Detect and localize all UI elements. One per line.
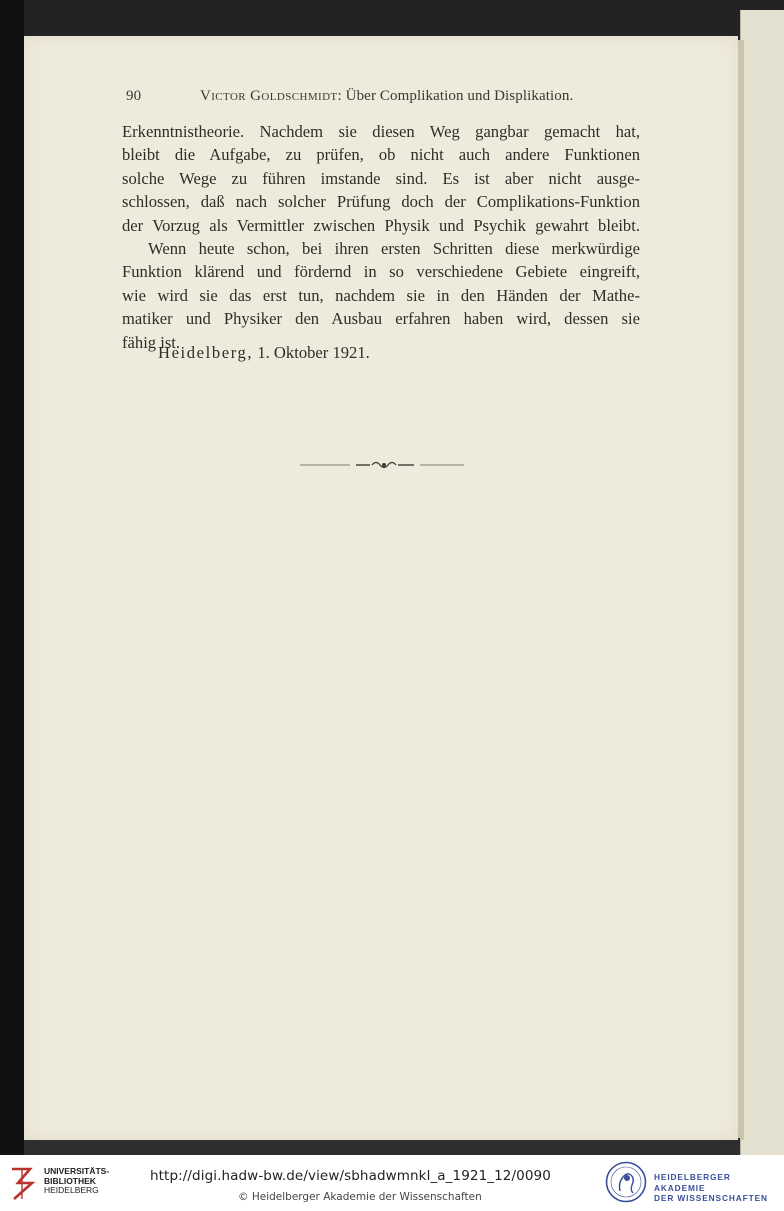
text-line: schlossen, daß nach solcher Prüfung doch der Complikations-Funktion xyxy=(122,192,640,212)
academy-name-line: HEIDELBERGER AKADEMIE xyxy=(654,1172,731,1193)
body-text xyxy=(122,120,640,354)
page-number: 90 xyxy=(126,88,142,104)
text-line: der Vorzug als Vermittler zwischen Physik und Psychik gewahrt bleibt. xyxy=(122,215,640,235)
library-name-line: UNIVERSITÄTS- xyxy=(44,1166,110,1176)
hadw-seal-icon xyxy=(605,1161,647,1203)
text-line: Erkenntnistheorie. Nachdem sie diesen Weg gangbar gemacht hat, xyxy=(122,122,640,141)
text-line: matiker und Physiker den Ausbau erfahren haben wird, dessen sie xyxy=(122,309,640,329)
text-line: bleibt die Aufgabe, zu prüfen, ob nicht auch andere Funktionen xyxy=(122,145,640,165)
library-name xyxy=(44,1167,109,1196)
ub-heidelberg-logo-icon xyxy=(8,1163,38,1203)
text-line: Funktion klärend und fördernd in so verschiedene Gebiete eingreift, xyxy=(122,262,640,282)
academy-name-line: DER WISSENSCHAFTEN xyxy=(654,1193,768,1203)
signature-date: 1. Oktober 1921. xyxy=(257,343,370,362)
paragraph-2 xyxy=(122,237,640,354)
running-header xyxy=(126,88,586,105)
paragraph-1 xyxy=(122,120,640,237)
fleuron-ornament-icon xyxy=(300,457,464,473)
page-bottom-shadow xyxy=(24,1138,740,1155)
signature-line xyxy=(158,343,370,363)
header-title: : Über Complikation und Displikation. xyxy=(337,88,574,104)
library-name-line: BIBLIOTHEK xyxy=(44,1175,96,1186)
text-line: wie wird sie das erst tun, nachdem sie in den Händen der Mathe- xyxy=(122,285,640,305)
text-line: Wenn heute schon, bei ihren ersten Schritten diese merkwürdige xyxy=(148,239,640,259)
following-page-edge xyxy=(740,10,784,1155)
scan-left-edge xyxy=(0,0,24,1155)
permalink-url[interactable]: http://digi.hadw-bw.de/view/sbhadwmnkl_a_1921_12/0090 xyxy=(150,1168,551,1184)
text-line: fähig ist. xyxy=(122,332,181,352)
header-author: Victor Goldschmidt xyxy=(200,88,338,104)
library-name-line: HEIDELBERG xyxy=(44,1185,99,1195)
viewer-footer xyxy=(0,1155,784,1211)
text-line: solche Wege zu führen imstande sind. Es ist aber nicht ausge- xyxy=(122,168,640,188)
academy-name xyxy=(654,1172,784,1204)
copyright-notice: © Heidelberger Akademie der Wissenschaften xyxy=(238,1191,482,1203)
signature-place: Heidelberg, xyxy=(158,343,254,362)
